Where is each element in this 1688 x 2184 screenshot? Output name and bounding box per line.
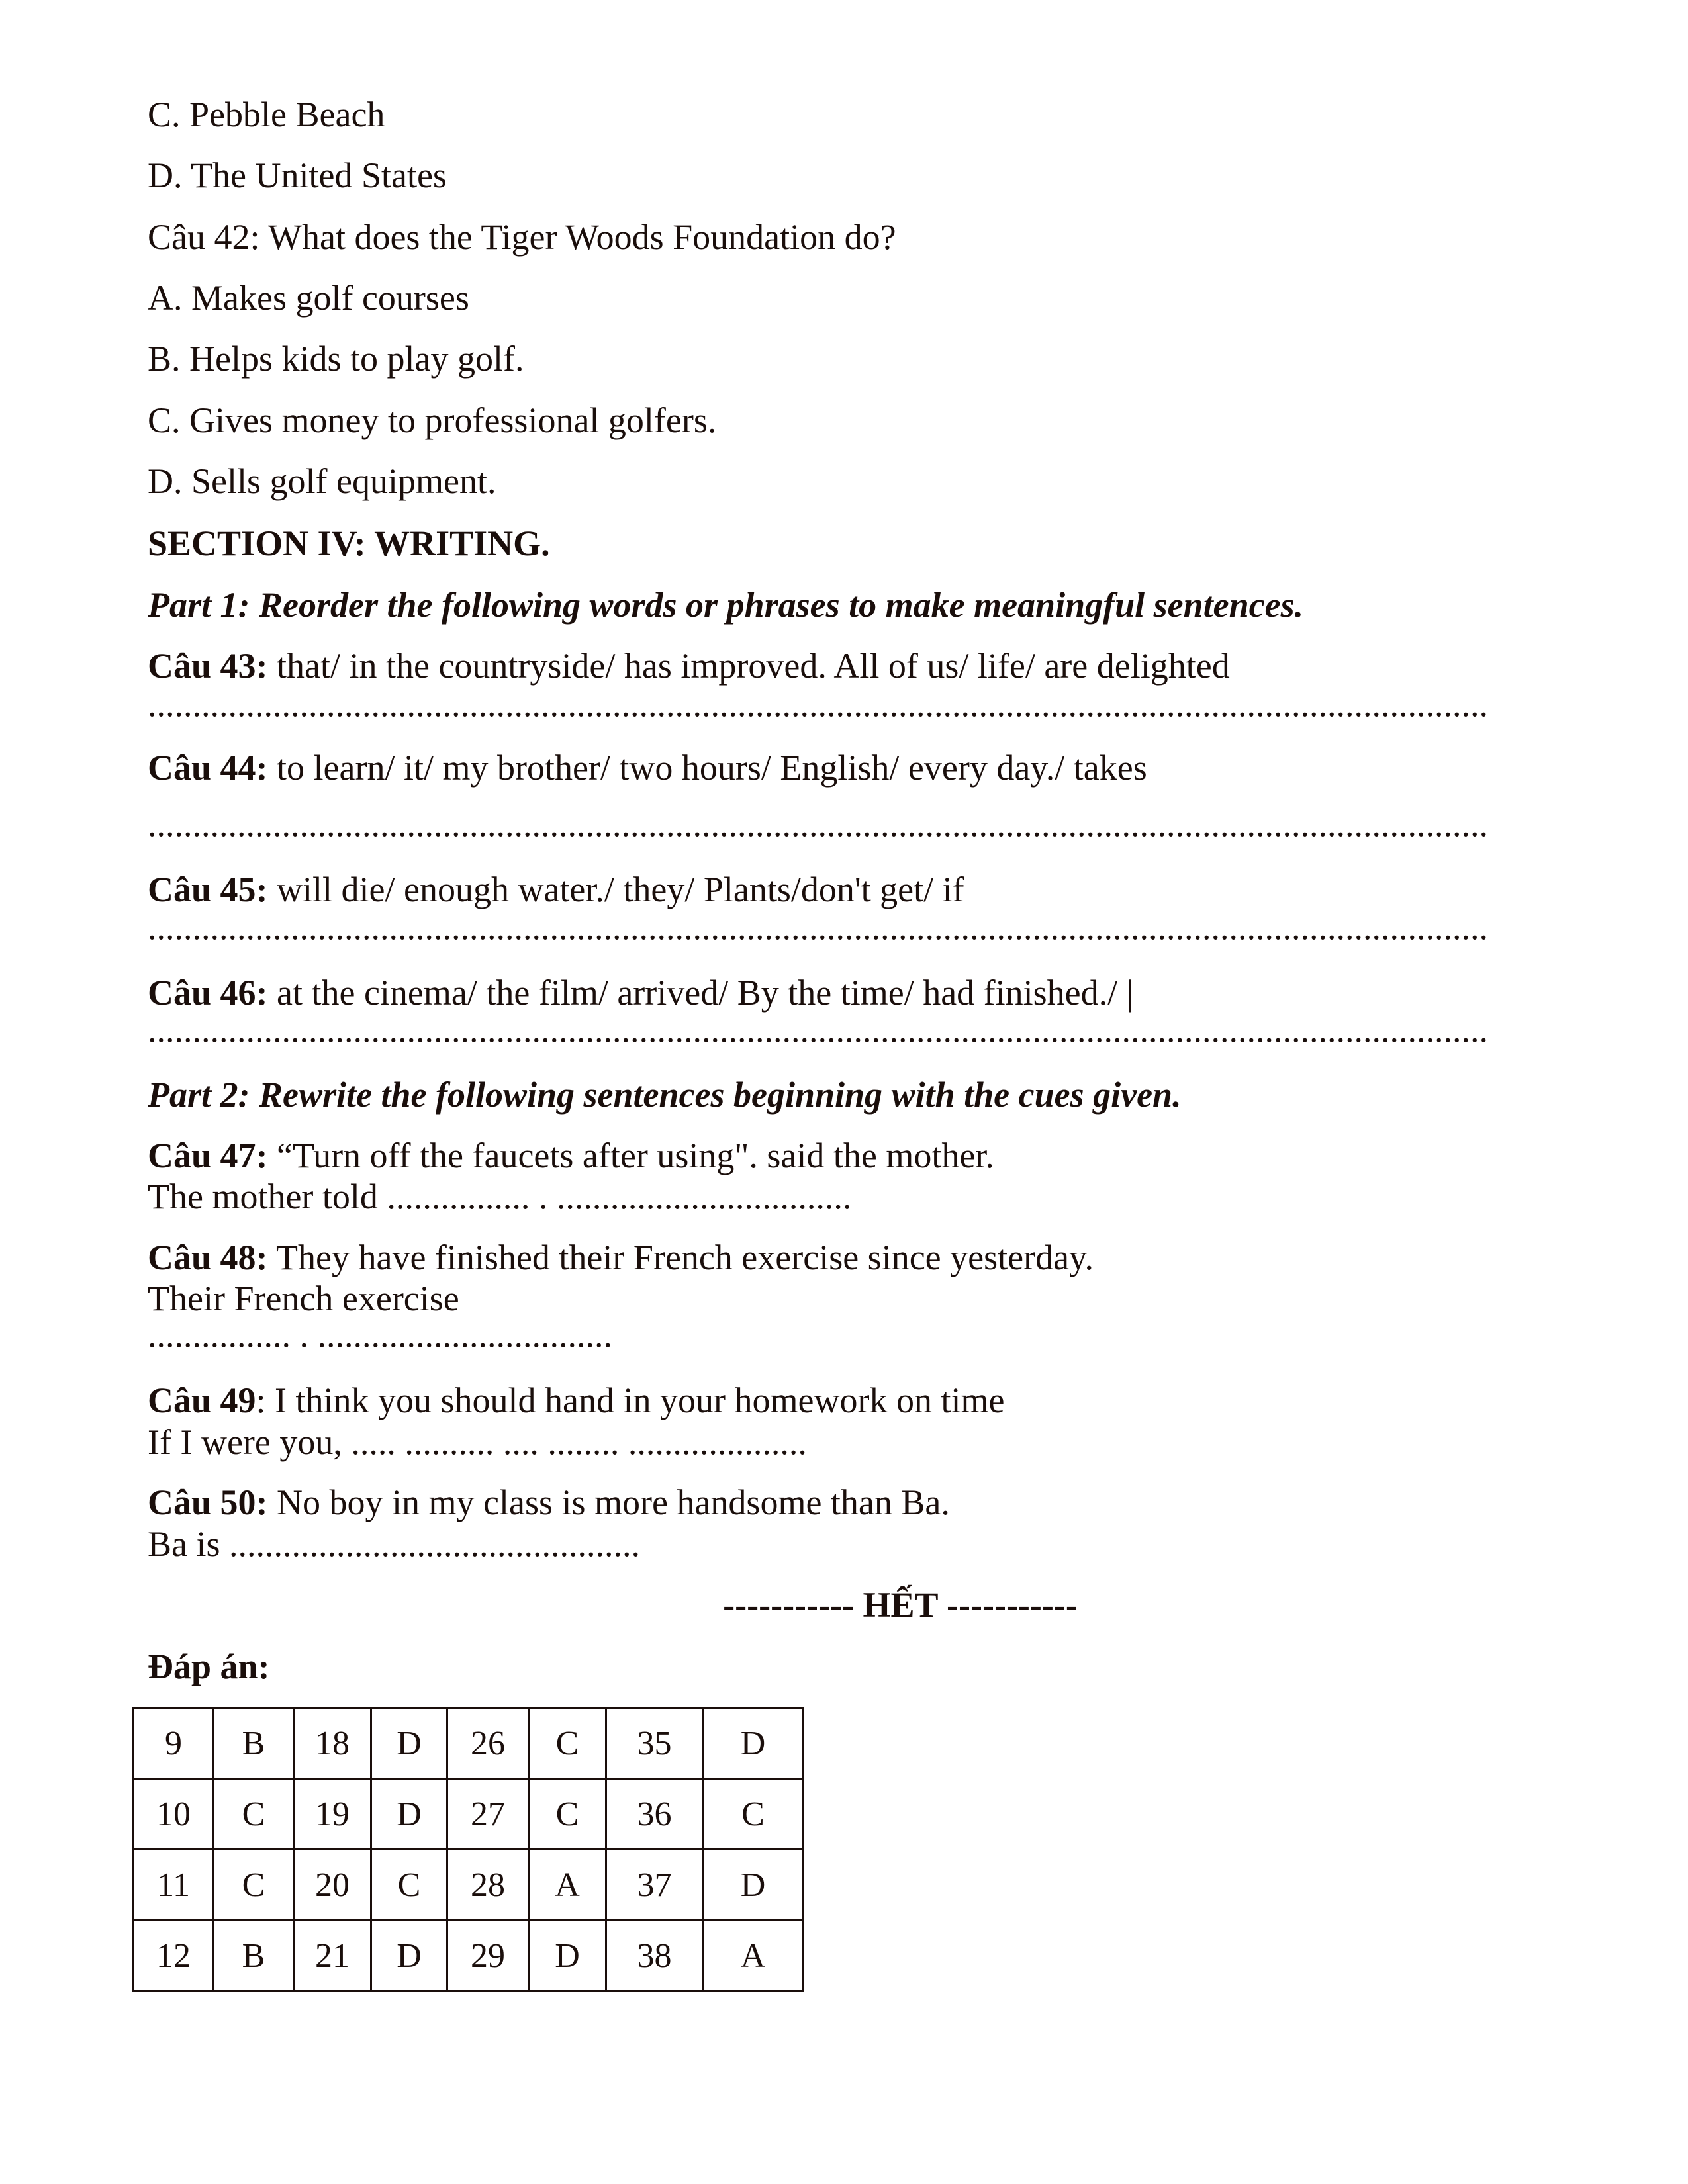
answer-cell: C xyxy=(529,1708,606,1779)
question-number-cell: 38 xyxy=(606,1921,703,1991)
option-42b: B. Helps kids to play golf. xyxy=(148,339,524,379)
answer-cell: D xyxy=(371,1779,447,1850)
question-text: at the cinema/ the film/ arrived/ By the time/ had finished./ | xyxy=(267,973,1134,1013)
end-marker: ----------- HẾT ----------- xyxy=(723,1585,1078,1625)
question-48 xyxy=(148,1236,1094,1279)
answer-line-43[interactable]: ...................................................................................................................................................... xyxy=(148,684,1488,724)
question-47 xyxy=(148,1134,994,1177)
question-number-cell: 26 xyxy=(447,1708,529,1779)
question-number-cell: 27 xyxy=(447,1779,529,1850)
answer-line-44[interactable]: ...................................................................................................................................................... xyxy=(148,804,1488,844)
answer-cell: C xyxy=(703,1779,804,1850)
answer-cell: B xyxy=(214,1921,294,1991)
question-42: Câu 42: What does the Tiger Woods Foundation do? xyxy=(148,217,896,257)
answer-cell: D xyxy=(371,1708,447,1779)
answer-cell: C xyxy=(214,1850,294,1921)
section-title: SECTION IV: WRITING. xyxy=(148,523,550,563)
question-number-cell: 20 xyxy=(294,1850,371,1921)
cue-48-line[interactable]: ................ . ................................. xyxy=(148,1315,612,1355)
question-text: “Turn off the faucets after using". said the mother. xyxy=(267,1136,994,1175)
answer-cell: C xyxy=(214,1779,294,1850)
answer-table xyxy=(132,1707,804,1992)
answer-cell: C xyxy=(529,1779,606,1850)
option-42c: C. Gives money to professional golfers. xyxy=(148,400,717,440)
table-row xyxy=(134,1850,804,1921)
table-row xyxy=(134,1921,804,1991)
answer-line-45[interactable]: ...................................................................................................................................................... xyxy=(148,907,1488,947)
question-number-cell: 21 xyxy=(294,1921,371,1991)
part1-title: Part 1: Reorder the following words or phrases to make meaningful sentences. xyxy=(148,585,1304,625)
question-label: Câu 50: xyxy=(148,1482,268,1522)
question-number-cell: 29 xyxy=(447,1921,529,1991)
question-text: will die/ enough water./ they/ Plants/don't get/ if xyxy=(267,870,964,909)
answer-cell: B xyxy=(214,1708,294,1779)
question-43 xyxy=(148,645,1230,687)
question-49 xyxy=(148,1379,1004,1422)
answer-cell: A xyxy=(703,1921,804,1991)
answer-cell: D xyxy=(703,1850,804,1921)
part2-title: Part 2: Rewrite the following sentences beginning with the cues given. xyxy=(148,1075,1182,1115)
question-number-cell: 18 xyxy=(294,1708,371,1779)
answer-line-46[interactable]: ...................................................................................................................................................... xyxy=(148,1010,1488,1050)
question-number-cell: 10 xyxy=(134,1779,214,1850)
question-label: Câu 43: xyxy=(148,646,268,686)
answer-cell: D xyxy=(371,1921,447,1991)
question-number-cell: 9 xyxy=(134,1708,214,1779)
answer-cell: A xyxy=(529,1850,606,1921)
question-text: : I think you should hand in your homework on time xyxy=(256,1381,1005,1420)
question-44 xyxy=(148,747,1147,789)
question-number-cell: 19 xyxy=(294,1779,371,1850)
question-number-cell: 11 xyxy=(134,1850,214,1921)
question-label: Câu 49 xyxy=(148,1381,256,1420)
cue-47[interactable]: The mother told ................ . ................................. xyxy=(148,1177,852,1216)
table-row xyxy=(134,1708,804,1779)
question-45 xyxy=(148,868,964,911)
option-41d: D. The United States xyxy=(148,156,447,195)
answer-cell: D xyxy=(529,1921,606,1991)
question-number-cell: 37 xyxy=(606,1850,703,1921)
question-50 xyxy=(148,1481,950,1524)
question-label: Câu 47: xyxy=(148,1136,268,1175)
question-label: Câu 44: xyxy=(148,748,268,788)
option-42a: A. Makes golf courses xyxy=(148,278,469,318)
cue-49[interactable]: If I were you, ..... .......... .... ........ .................... xyxy=(148,1422,807,1462)
question-text: No boy in my class is more handsome than Ba. xyxy=(267,1482,950,1522)
question-number-cell: 36 xyxy=(606,1779,703,1850)
question-number-cell: 35 xyxy=(606,1708,703,1779)
cue-50[interactable]: Ba is .............................................. xyxy=(148,1524,641,1564)
question-label: Câu 46: xyxy=(148,973,268,1013)
question-46 xyxy=(148,972,1133,1014)
table-row xyxy=(134,1779,804,1850)
question-text: to learn/ it/ my brother/ two hours/ English/ every day./ takes xyxy=(267,748,1147,788)
question-text: that/ in the countryside/ has improved. All of us/ life/ are delighted xyxy=(267,646,1230,686)
option-41c: C. Pebble Beach xyxy=(148,95,385,134)
cue-48[interactable]: Their French exercise xyxy=(148,1279,459,1318)
answer-cell: C xyxy=(371,1850,447,1921)
question-number-cell: 12 xyxy=(134,1921,214,1991)
option-42d: D. Sells golf equipment. xyxy=(148,461,496,501)
question-label: Câu 48: xyxy=(148,1238,268,1277)
question-number-cell: 28 xyxy=(447,1850,529,1921)
question-text: They have finished their French exercise since yesterday. xyxy=(267,1238,1094,1277)
question-label: Câu 45: xyxy=(148,870,268,909)
answer-cell: D xyxy=(703,1708,804,1779)
answers-title: Đáp án: xyxy=(148,1647,270,1686)
